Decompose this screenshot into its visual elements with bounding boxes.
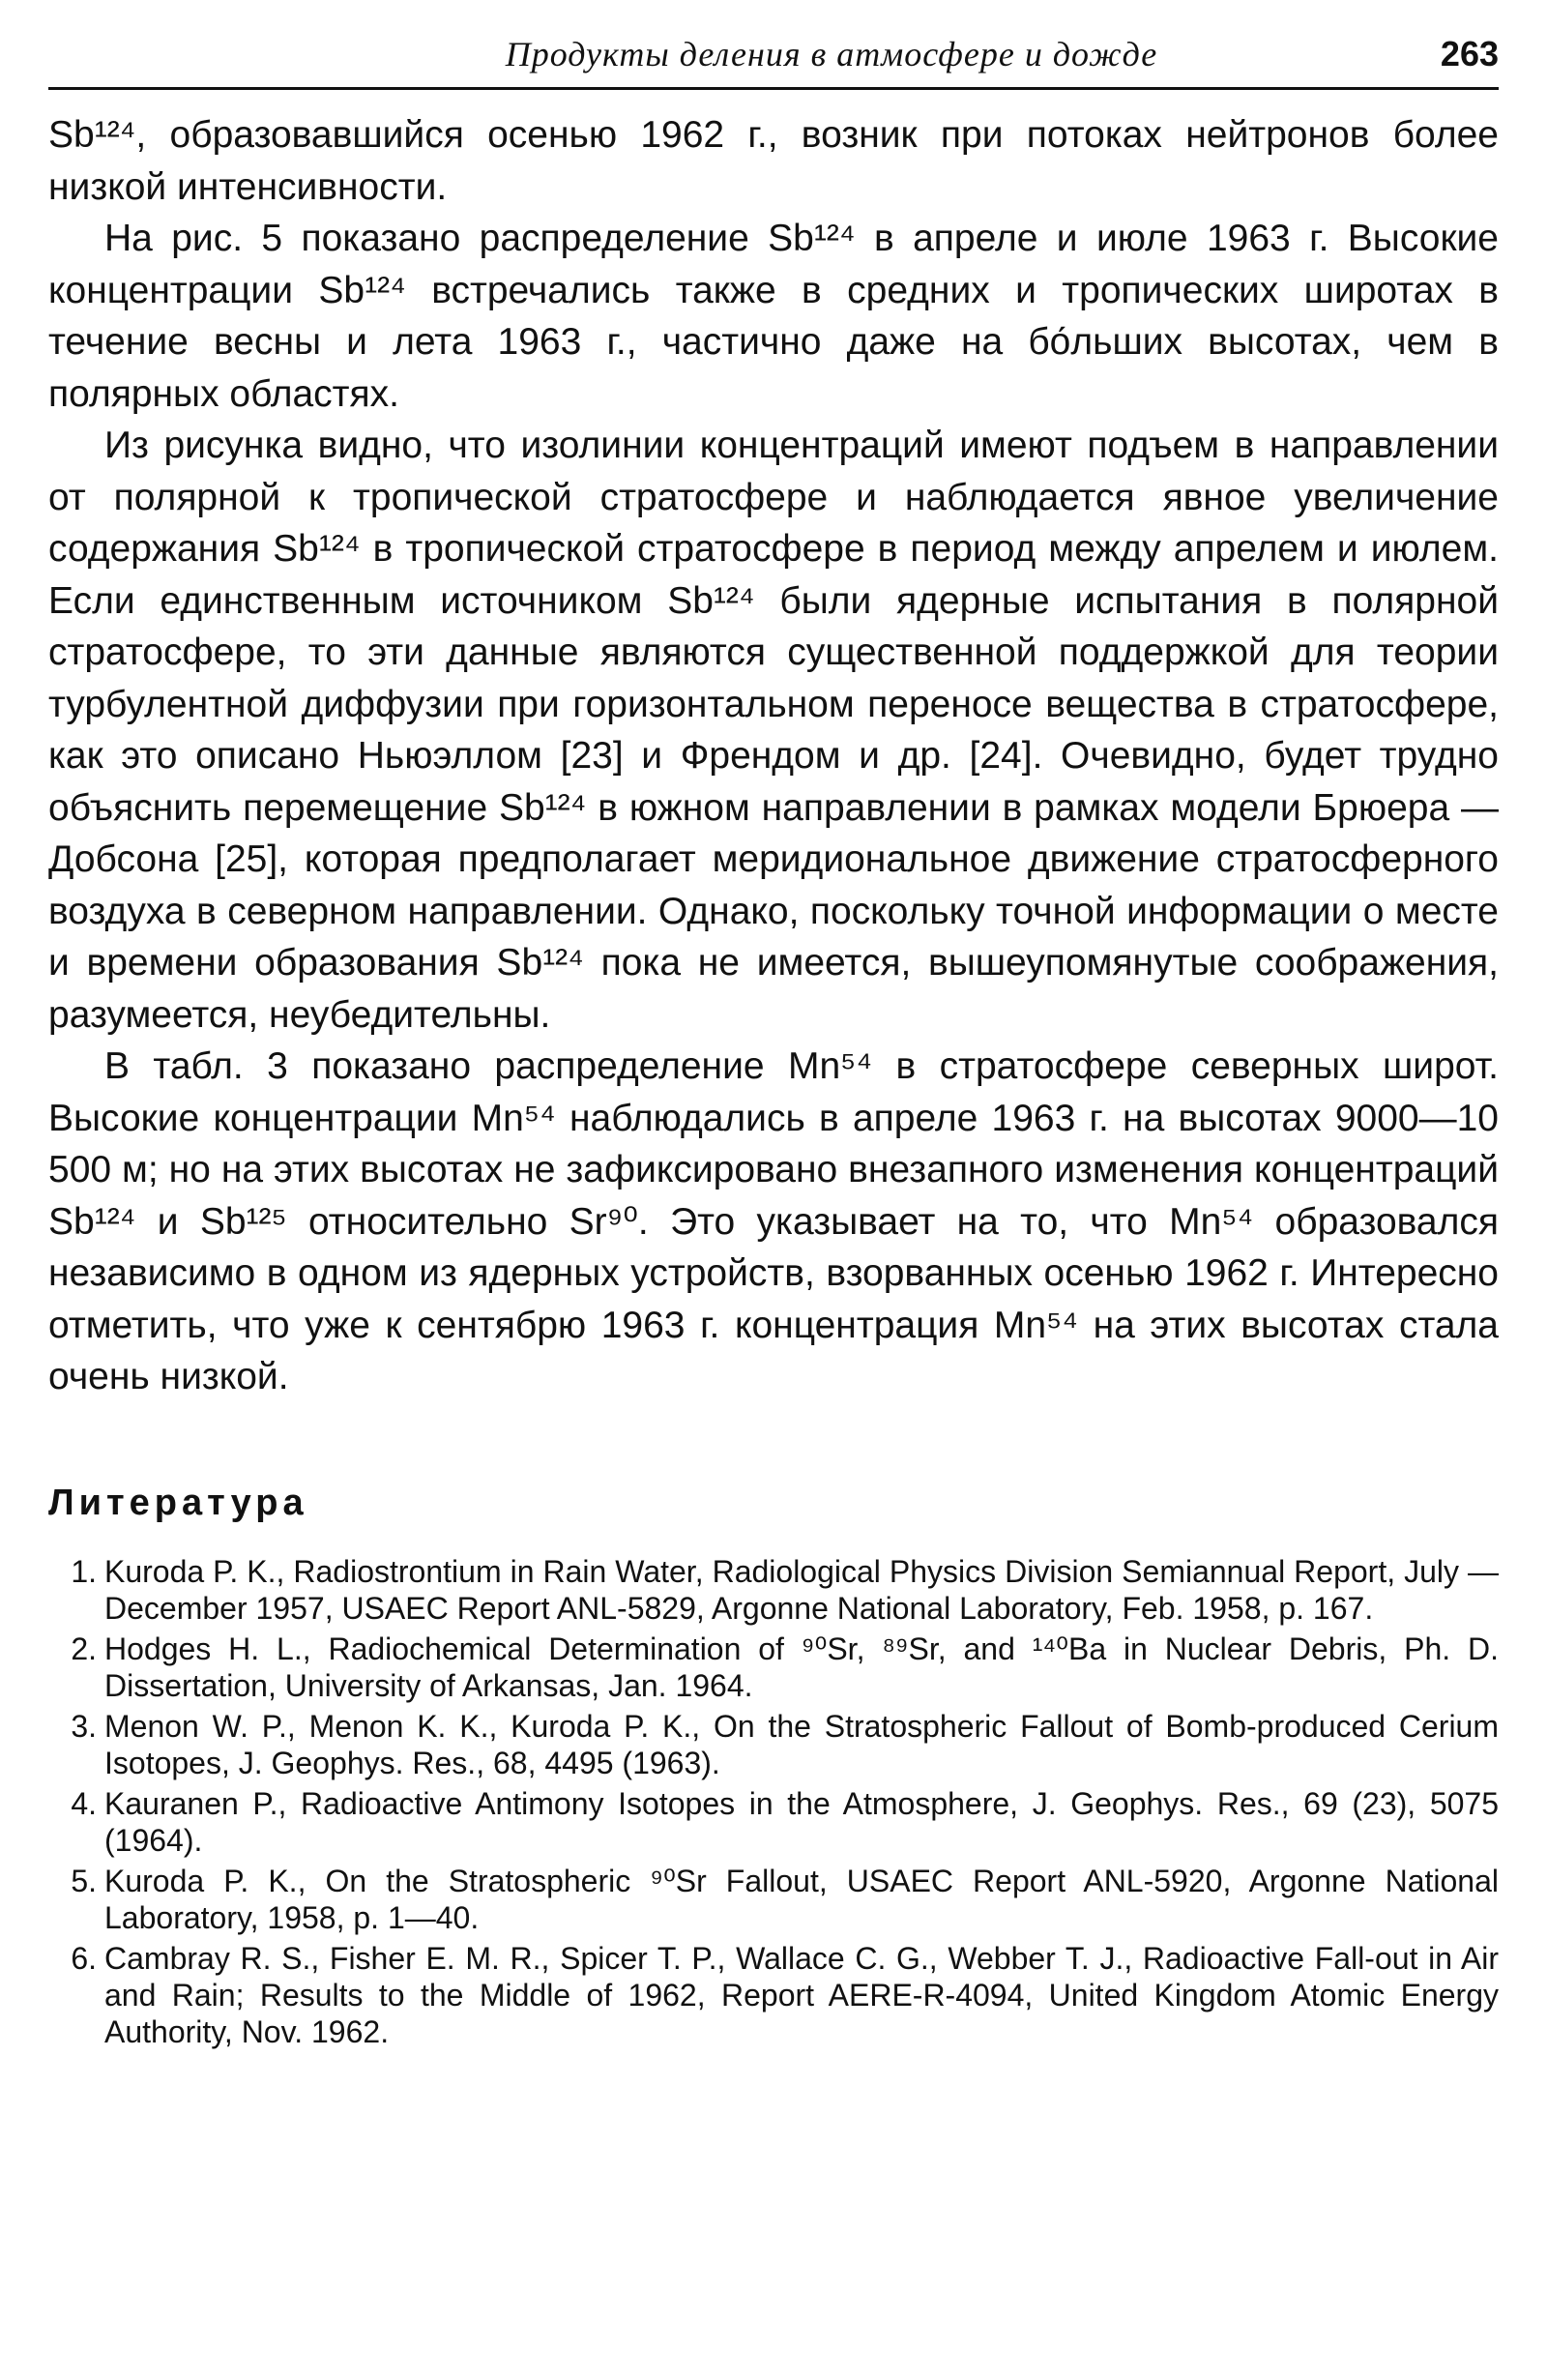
reference-text: Kauranen P., Radioactive Antimony Isotopes in the Atmosphere, J. Geophys. Res., 69 (23), 5075 (1964). [104, 1785, 1499, 1858]
body-text [48, 109, 1499, 1403]
reference-text: Menon W. P., Menon K. K., Kuroda P. K., On the Stratospheric Fallout of Bomb-produced Cerium Isotopes, J. Geophys. Res., 68, 4495 (1963). [104, 1708, 1499, 1780]
reference-text: Hodges H. L., Radiochemical Determination of ⁹⁰Sr, ⁸⁹Sr, and ¹⁴⁰Ba in Nuclear Debris, Ph. D. Dissertation, University of Arkansas, Jan. 1964. [104, 1631, 1499, 1703]
running-title: Продукты деления в атмосфере и дожде [505, 35, 1158, 73]
reference-item [48, 1863, 1499, 1936]
reference-text: Kuroda P. K., Radiostrontium in Rain Water, Radiological Physics Division Semiannual Report, July — December 1957, USAEC Report ANL-5829, Argonne National Laboratory, Feb. 1958, p. 167. [104, 1553, 1499, 1626]
reference-item [48, 1553, 1499, 1627]
reference-number: 5. [71, 1863, 97, 1898]
reference-number: 2. [71, 1631, 97, 1666]
reference-item [48, 1940, 1499, 2050]
reference-text: Kuroda P. K., On the Stratospheric ⁹⁰Sr Fallout, USAEC Report ANL-5920, Argonne National Laboratory, 1958, p. 1—40. [104, 1863, 1499, 1935]
paragraph: Sb¹²⁴, образовавшийся осенью 1962 г., возник при потоках нейтронов более низкой интенсивности. [48, 114, 1499, 208]
reference-text: Cambray R. S., Fisher E. M. R., Spicer T. P., Wallace C. G., Webber T. J., Radioactive Fall-out in Air and Rain; Results to the Middle of 1962, Report AERE-R-4094, United Kingdom Atomic Energy Authority, Nov. 1962. [104, 1940, 1499, 2049]
running-head [48, 27, 1499, 90]
reference-number: 4. [71, 1785, 97, 1821]
references-list [48, 1553, 1499, 2050]
reference-number: 3. [71, 1708, 97, 1744]
paragraph: Из рисунка видно, что изолинии концентраций имеют подъем в направлении от полярной к тропической стратосфере и наблюдается явное увеличение содержания Sb¹²⁴ в тропической стратосфере в период между апрелем и июлем. Если единственным источником Sb¹²⁴ были ядерные испытания в полярной стратосфере, то эти данные являются существенной поддержкой для теории турбулентной диффузии при горизонтальном переносе вещества в стратосфере, как это описано Ньюэллом [23] и Френдом и др. [24]. Очевидно, будет трудно объяснить перемещение Sb¹²⁴ в южном направлении в рамках модели Брюера — Добсона [25], которая предполагает меридиональное движение стратосферного воздуха в северном направлении. Однако, поскольку точной информации о месте и времени образования Sb¹²⁴ пока не имеется, вышеупомянутые соображения, разумеется, неубедительны. [48, 425, 1499, 1036]
references-heading: Литература [48, 1482, 308, 1523]
reference-item [48, 1708, 1499, 1781]
reference-number: 6. [71, 1940, 97, 1976]
reference-item [48, 1785, 1499, 1859]
reference-item [48, 1631, 1499, 1704]
page-number: 263 [1440, 34, 1499, 73]
reference-number: 1. [71, 1553, 97, 1589]
paragraph: В табл. 3 показано распределение Mn⁵⁴ в стратосфере северных широт. Высокие концентрации Mn⁵⁴ наблюдались в апреле 1963 г. на высотах 9000—10 500 м; но на этих высотах не зафиксировано внезапного изменения концентраций Sb¹²⁴ и Sb¹²⁵ относительно Sr⁹⁰. Это указывает на то, что Mn⁵⁴ образовался независимо в одном из ядерных устройств, взорванных осенью 1962 г. Интересно отметить, что уже к сентябрю 1963 г. концентрация Mn⁵⁴ на этих высотах стала очень низкой. [48, 1045, 1499, 1397]
paragraph: На рис. 5 показано распределение Sb¹²⁴ в апреле и июле 1963 г. Высокие концентрации Sb¹²⁴ встречались также в средних и тропических широтах в течение весны и лета 1963 г., частично даже на бо́льших высотах, чем в полярных областях. [48, 218, 1499, 415]
page [48, 27, 1499, 2054]
